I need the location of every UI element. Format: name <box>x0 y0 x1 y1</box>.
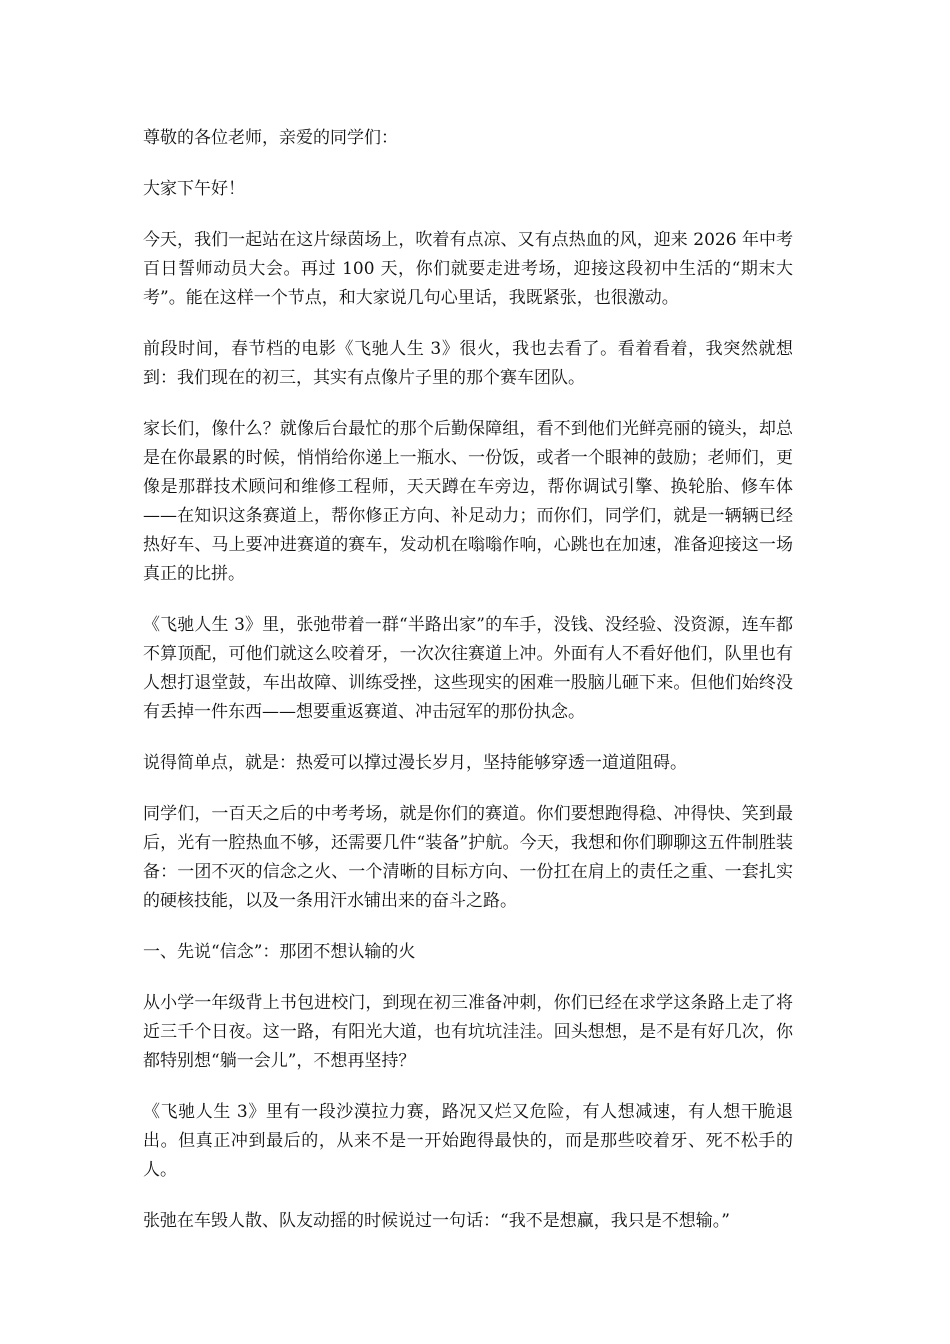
salutation: 尊敬的各位老师，亲爱的同学们： <box>143 128 398 148</box>
paragraph-intro: 今天，我们一起站在这片绿茵场上，吹着有点凉、又有点热血的风，迎来 2026 年中考百日誓师动员大会。再过 100 天，你们就要走进考场，迎接这段初中生活的“期末大考”。能在这样一个节点，和大家说几句心里话，我既紧张，也很激动。 <box>143 230 793 308</box>
document-body <box>143 124 793 1258</box>
paragraph-movie: 前段时间，春节档的电影《飞驰人生 3》很火，我也去看了。看着看着，我突然就想到：我们现在的初三，其实有点像片子里的那个赛车团队。 <box>143 339 793 388</box>
paragraph-movie-plot: 《飞驰人生 3》里，张弛带着一群“半路出家”的车手，没钱、没经验、没资源，连车都不算顶配，可他们就这么咬着牙，一次次往赛道上冲。外面有人不看好他们，队里也有人想打退堂鼓，车出故障、训练受挫，这些现实的困难一股脑儿砸下来。但他们始终没有丢掉一件东西——想要重返赛道、冲击冠军的那份执念。 <box>143 615 793 722</box>
paragraph-team-analogy: 家长们，像什么？就像后台最忙的那个后勤保障组，看不到他们光鲜亮丽的镜头，却总是在你最累的时候，悄悄给你递上一瓶水、一份饭，或者一个眼神的鼓励；老师们，更像是那群技术顾问和维修工程师，天天蹲在车旁边，帮你调试引擎、换轮胎、修车体——在知识这条赛道上，帮你修正方向、补足动力；而你们，同学们，就是一辆辆已经热好车、马上要冲进赛道的赛车，发动机在嗡嗡作响，心跳也在加速，准备迎接这一场真正的比拼。 <box>143 419 793 584</box>
greeting: 大家下午好！ <box>143 179 245 199</box>
paragraph-belief-3: 张弛在车毁人散、队友动摇的时候说过一句话：“我不是想赢，我只是不想输。” <box>143 1211 730 1231</box>
section-heading-belief: 一、先说“信念”：那团不想认输的火 <box>143 942 416 962</box>
paragraph-five-equipments: 同学们，一百天之后的中考考场，就是你们的赛道。你们要想跑得稳、冲得快、笑到最后，光有一腔热血不够，还需要几件“装备”护航。今天，我想和你们聊聊这五件制胜装备：一团不灭的信念之火、一个清晰的目标方向、一份扛在肩上的责任之重、一套扎实的硬核技能，以及一条用汗水铺出来的奋斗之路。 <box>143 804 793 911</box>
paragraph-belief-2: 《飞驰人生 3》里有一段沙漠拉力赛，路况又烂又危险，有人想减速，有人想干脆退出。但真正冲到最后的，从来不是一开始跑得最快的，而是那些咬着牙、死不松手的人。 <box>143 1102 793 1180</box>
paragraph-belief-1: 从小学一年级背上书包进校门，到现在初三准备冲刺，你们已经在求学这条路上走了将近三千个日夜。这一路，有阳光大道，也有坑坑洼洼。回头想想，是不是有好几次，你都特别想“躺一会儿”，不想再坚持？ <box>143 993 793 1071</box>
paragraph-summary: 说得简单点，就是：热爱可以撑过漫长岁月，坚持能够穿透一道道阻碍。 <box>143 753 687 773</box>
